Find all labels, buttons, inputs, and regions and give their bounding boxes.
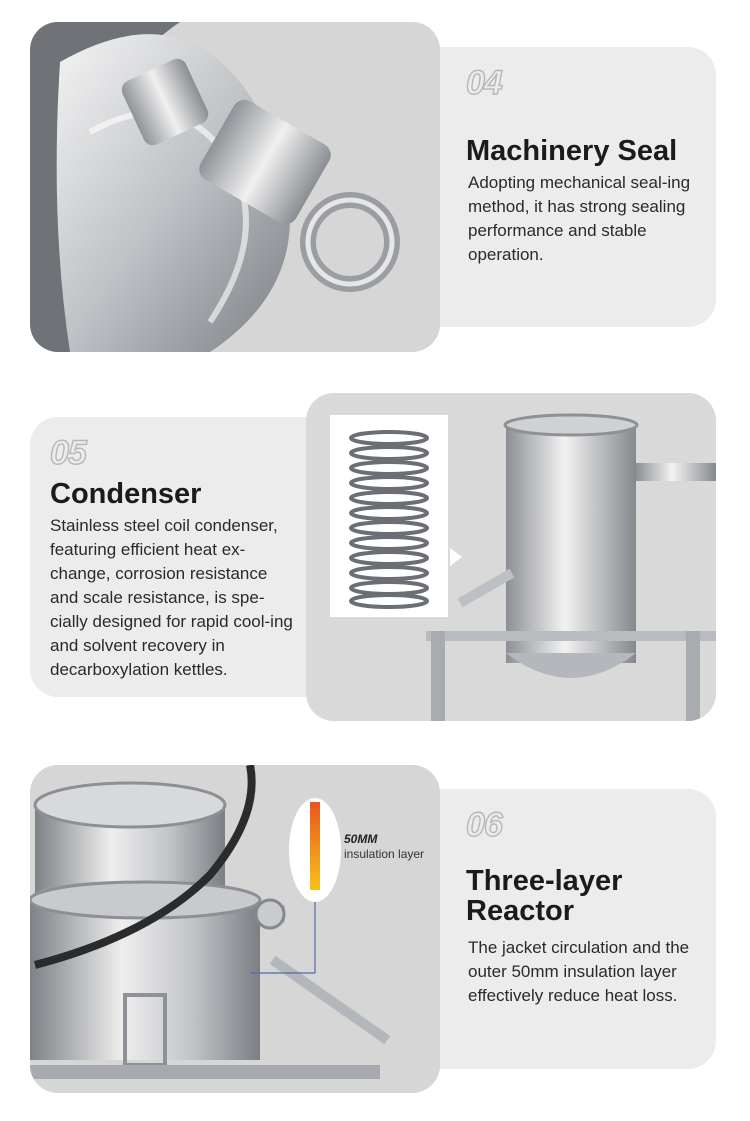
section-description: Adopting mechanical seal-ing method, it has strong sealing performance and stable operation. <box>468 173 691 264</box>
machinery-seal-photo <box>30 22 440 352</box>
section-number: 04 <box>466 64 502 102</box>
condenser-photo <box>306 393 716 721</box>
insulation-layer-bar <box>310 802 320 890</box>
section-description: The jacket circulation and the outer 50mm insulation layer effectively reduce heat loss. <box>468 938 690 1005</box>
section-description: Stainless steel coil condenser, featuring efficient heat ex-change, corrosion resistance and scale resistance, is spe-cially designed for rapid cool-ing and solvent recovery in decarboxylation kettles. <box>50 516 293 679</box>
condenser-image <box>306 393 716 721</box>
insulation-layer-label: insulation layer <box>344 847 425 861</box>
section-title: Machinery Seal <box>466 135 678 167</box>
insulation-thickness-label: 50MM <box>344 832 378 846</box>
section-title: Condenser <box>50 478 202 510</box>
section-number: 06 <box>466 806 502 844</box>
section-number: 05 <box>50 434 86 472</box>
machinery-seal-image <box>30 22 440 352</box>
section-title: Three-layer Reactor <box>466 865 623 927</box>
reactor-photo <box>30 765 440 1093</box>
reactor-image <box>30 765 440 1093</box>
feature-card-three-layer-reactor <box>396 789 716 1069</box>
